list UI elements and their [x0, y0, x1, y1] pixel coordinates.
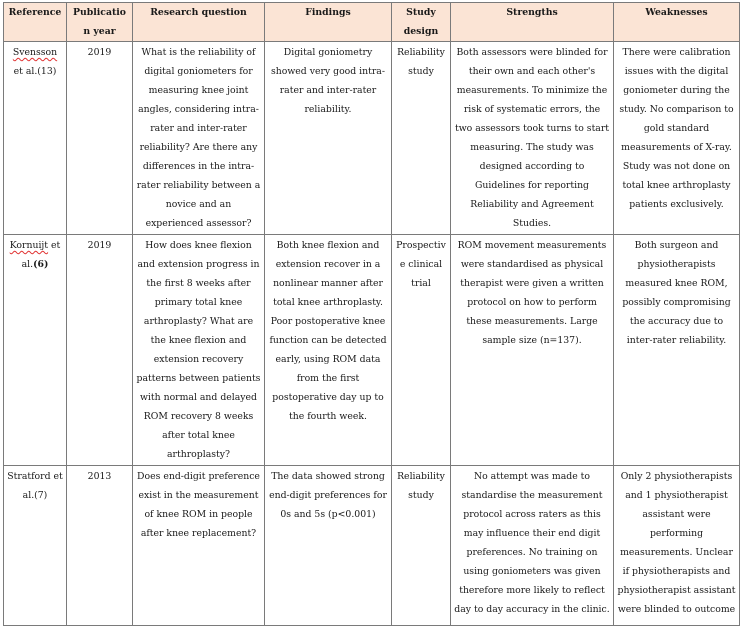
header-publication-year: Publication year: [67, 3, 133, 42]
reference-number: (6): [33, 259, 49, 270]
cell-findings: Both knee flexion and extension recover in a nonlinear manner after total knee arthroplasty. Poor postoperative knee function can be detected early, using ROM data from the first postoperative day up to the fourth week.: [265, 235, 392, 466]
header-strengths: Strengths: [451, 3, 614, 42]
header-reference: Reference: [4, 3, 67, 42]
cell-reference: [4, 235, 67, 466]
cell-reference: [4, 42, 67, 235]
reference-author: Svensson: [12, 47, 58, 58]
header-findings: Findings: [265, 3, 392, 42]
cell-findings: The data showed strong end-digit preferences for 0s and 5s (p<0.001): [265, 466, 392, 626]
cell-weaknesses: Both surgeon and physiotherapists measured knee ROM, possibly compromising the accuracy due to inter-rater reliability.: [614, 235, 740, 466]
table-row: [4, 42, 740, 235]
reference-suffix: et al.: [21, 240, 61, 270]
cell-weaknesses: Only 2 physiotherapists and 1 physiotherapist assistant were performing measurements. Unclear if physiotherapists and physiotherapist assistant were blinded to outcome: [614, 466, 740, 626]
table-row: [4, 466, 740, 626]
cell-study-design: Reliability study: [392, 42, 451, 235]
cell-reference: Stratford et al.(7): [4, 466, 67, 626]
cell-strengths: Both assessors were blinded for their own and each other's measurements. To minimize the risk of systematic errors, the two assessors took turns to start measuring. The study was designed according to Guidelines for reporting Reliability and Agreement Studies.: [451, 42, 614, 235]
cell-strengths: ROM movement measurements were standardised as physical therapist were given a written protocol on how to perform these measurements. Large sample size (n=137).: [451, 235, 614, 466]
cell-research-question: Does end-digit preference exist in the measurement of knee ROM in people after knee replacement?: [133, 466, 265, 626]
cell-study-design: Prospective clinical trial: [392, 235, 451, 466]
literature-review-table: [3, 2, 740, 626]
cell-year: 2013: [67, 466, 133, 626]
header-study-design: Study design: [392, 3, 451, 42]
header-research-question: Research question: [133, 3, 265, 42]
header-row: [4, 3, 740, 42]
header-weaknesses: Weaknesses: [614, 3, 740, 42]
cell-year: 2019: [67, 42, 133, 235]
cell-findings: Digital goniometry showed very good intra-rater and inter-rater reliability.: [265, 42, 392, 235]
cell-research-question: What is the reliability of digital goniometers for measuring knee joint angles, considering intra-rater and inter-rater reliability? Are there any differences in the intra-rater reliability between a novice and an experienced assessor?: [133, 42, 265, 235]
cell-weaknesses: There were calibration issues with the digital goniometer during the study. No comparison to gold standard measurements of X-ray. Study was not done on total knee arthroplasty patients exclusively.: [614, 42, 740, 235]
cell-study-design: Reliability study: [392, 466, 451, 626]
cell-year: 2019: [67, 235, 133, 466]
reference-suffix: et al.(13): [13, 66, 57, 77]
table-row: [4, 235, 740, 466]
cell-strengths: No attempt was made to standardise the measurement protocol across raters as this may influence their end digit preferences. No training on using goniometers was given therefore more likely to reflect day to day accuracy in the clinic.: [451, 466, 614, 626]
cell-research-question: How does knee flexion and extension progress in the first 8 weeks after primary total knee arthroplasty? What are the knee flexion and extension recovery patterns between patients with normal and delayed ROM recovery 8 weeks after total knee arthroplasty?: [133, 235, 265, 466]
reference-author: Kornuijt: [9, 240, 49, 251]
